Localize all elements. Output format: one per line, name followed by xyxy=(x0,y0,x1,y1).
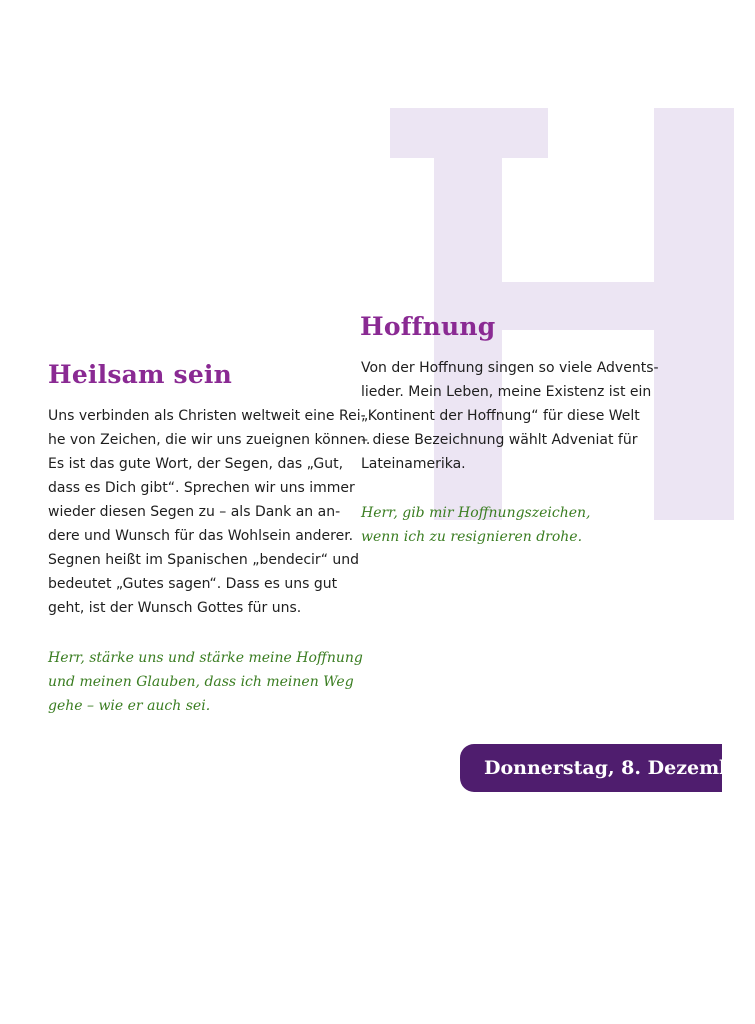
left-paragraph xyxy=(48,404,370,620)
text-line: lieder. Mein Leben, meine Existenz ist ein xyxy=(361,384,652,400)
text-line: – diese Bezeichnung wählt Adveniat für xyxy=(361,432,638,448)
text-line: Von der Hoffnung singen so viele Advents- xyxy=(361,360,659,376)
text-line: dere und Wunsch für das Wohlsein anderer. xyxy=(48,528,354,544)
left-heading: Heilsam sein xyxy=(48,360,233,389)
left-prayer xyxy=(48,646,363,718)
text-line: bedeutet „Gutes sagen“. Dass es uns gut xyxy=(48,576,338,592)
text-line: Es ist das gute Wort, der Segen, das „Gut, xyxy=(48,456,344,472)
text-line: he von Zeichen, die wir uns zueignen können. xyxy=(48,432,371,448)
prayer-line: und meinen Glauben, dass ich meinen Weg xyxy=(48,674,354,690)
right-paragraph xyxy=(361,356,659,476)
text-line: Segnen heißt im Spanischen „bendecir“ und xyxy=(48,552,360,568)
prayer-line: wenn ich zu resignieren drohe. xyxy=(361,529,583,545)
right-prayer xyxy=(361,501,591,549)
text-line: Uns verbinden als Christen weltweit eine Rei- xyxy=(48,408,366,424)
text-line: geht, ist der Wunsch Gottes für uns. xyxy=(48,600,302,616)
right-heading: Hoffnung xyxy=(360,312,496,341)
letter-h-right-stem xyxy=(654,108,734,520)
prayer-line: Herr, gib mir Hoffnungszeichen, xyxy=(361,505,591,521)
text-line: dass es Dich gibt“. Sprechen wir uns immer xyxy=(48,480,355,496)
prayer-line: Herr, stärke uns und stärke meine Hoffnung xyxy=(48,650,363,666)
text-line: wieder diesen Segen zu – als Dank an an- xyxy=(48,504,341,520)
text-line: „Kontinent der Hoffnung“ für diese Welt xyxy=(361,408,640,424)
text-line: Lateinamerika. xyxy=(361,456,466,472)
date-banner: Donnerstag, 8. Dezember xyxy=(460,744,722,792)
prayer-line: gehe – wie er auch sei. xyxy=(48,698,211,714)
